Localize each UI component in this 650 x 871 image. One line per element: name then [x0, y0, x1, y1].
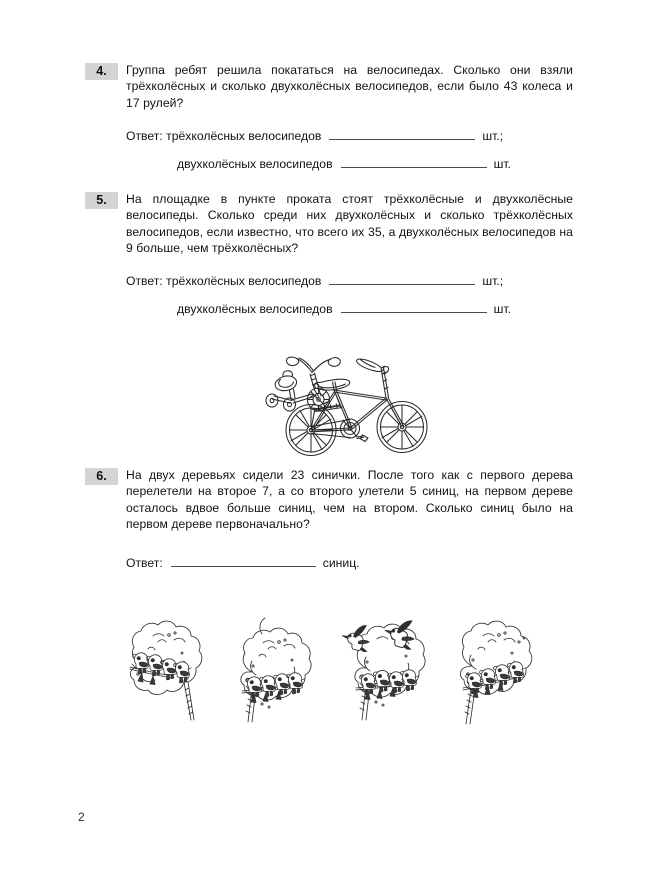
- answer-label: Ответ: трёхколёсных велосипедов: [126, 129, 322, 144]
- exercise-text: [126, 191, 573, 257]
- exercise-number-badge: 4.: [85, 63, 118, 80]
- tricycle-and-bicycle-illustration: [262, 352, 442, 460]
- trees-and-birds-drawing: [112, 616, 582, 746]
- exercise-text: [126, 62, 573, 111]
- answer-input-line[interactable]: [341, 302, 487, 313]
- exercise-4: [85, 62, 573, 171]
- exercise-text-paragraph: Группа ребят решила покататься на велосипедах. Сколько они взяли трёхколёсных и сколько двухколёсных велосипедов, если было 43 колеса и 17 рулей?: [126, 63, 573, 110]
- answer-input-line[interactable]: [171, 556, 316, 567]
- exercise-number-badge: 6.: [85, 468, 118, 485]
- answer-label: двухколёсных велосипедов: [177, 157, 333, 172]
- flying-bird-2: [384, 621, 416, 653]
- answer-unit: шт.: [493, 301, 511, 316]
- tree-1: [130, 621, 202, 720]
- answer-row: [126, 302, 573, 316]
- answer-unit: шт.;: [482, 129, 504, 144]
- tree-3: [341, 621, 425, 720]
- flying-bird-1: [341, 625, 371, 656]
- answer-unit: синиц.: [322, 555, 360, 570]
- exercise-5: [85, 191, 573, 316]
- bicycle-figure: [286, 359, 427, 456]
- answer-label: Ответ: трёхколёсных велосипедов: [126, 273, 322, 288]
- answer-block: [126, 556, 573, 570]
- answer-block: [126, 274, 573, 316]
- answer-input-line[interactable]: [341, 157, 487, 168]
- exercise-number-badge: 5.: [85, 192, 118, 209]
- answer-label: двухколёсных велосипедов: [177, 301, 333, 316]
- exercise-text-paragraph: На двух деревьях сидели 23 синички. После того как с первого дерева перелетели на второе 7, а со второго улетели 5 синиц, на первом дереве осталось вдвое больше синиц, чем на втором. Сколько синиц было на первом дереве первоначально?: [126, 468, 573, 532]
- exercise-text-paragraph: На площадке в пункте проката стоят трёхколёсные и двухколёсные велосипеды. Сколько среди них двухколёсных и сколько трёхколёсных велосипедов, если известно, что всего их 35, а двухколёсных велосипедов на 9 больше, чем трёхколёсных?: [126, 192, 573, 256]
- answer-row: [126, 556, 573, 570]
- answer-row: [126, 129, 573, 143]
- four-trees-with-birds-illustration: [112, 616, 582, 746]
- answer-input-line[interactable]: [329, 274, 475, 285]
- tree-4: [460, 621, 531, 724]
- answer-unit: шт.: [493, 157, 511, 172]
- answer-block: [126, 129, 573, 171]
- exercise-6: [85, 467, 573, 570]
- page-number: 2: [78, 810, 85, 824]
- tricycle-and-bicycle-drawing: [262, 352, 442, 460]
- answer-row: [126, 274, 573, 288]
- tree-2: [241, 618, 311, 722]
- answer-row: [126, 157, 573, 171]
- answer-unit: шт.;: [482, 273, 504, 288]
- answer-input-line[interactable]: [329, 129, 475, 140]
- exercise-text: [126, 467, 573, 533]
- answer-label: Ответ:: [126, 555, 163, 570]
